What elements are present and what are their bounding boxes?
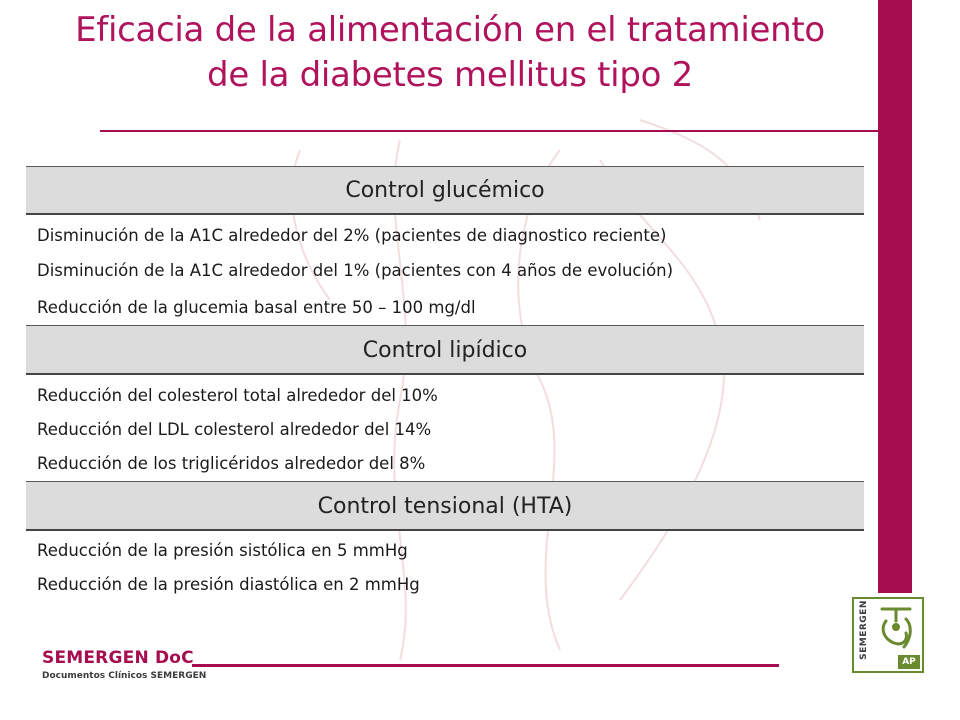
semergen-logo (852, 597, 924, 673)
right-accent-bar (878, 0, 912, 593)
list-item: Reducción del colesterol total alrededor del 10% (37, 386, 438, 405)
list-item: Reducción de la glucemia basal entre 50 – 100 mg/dl (37, 298, 476, 317)
list-item: Disminución de la A1C alrededor del 1% (pacientes con 4 años de evolución) (37, 261, 674, 280)
section-header-control-glucemico: Control glucémico (26, 166, 864, 215)
semergen-emblem-icon (872, 603, 920, 655)
title-divider (100, 130, 910, 132)
page-title (20, 8, 880, 98)
footer-subtitle: Documentos Clínicos SEMERGEN (42, 671, 207, 681)
list-item: Reducción del LDL colesterol alrededor del 14% (37, 420, 432, 439)
logo-badge: AP (898, 655, 920, 669)
list-item: Reducción de la presión diastólica en 2 mmHg (37, 575, 420, 594)
footer-divider (192, 664, 779, 667)
list-item: Reducción de los triglicéridos alrededor del 8% (37, 454, 426, 473)
footer-brand-logo: SEMERGEN DoC (42, 648, 194, 668)
title-line-1: Eficacia de la alimentación en el tratamiento (75, 10, 825, 50)
list-item: Disminución de la A1C alrededor del 2% (pacientes de diagnostico reciente) (37, 226, 667, 245)
section-header-control-lipidico: Control lipídico (26, 325, 864, 375)
logo-text: SEMERGEN (859, 600, 869, 660)
section-header-control-tensional: Control tensional (HTA) (26, 481, 864, 531)
list-item: Reducción de la presión sistólica en 5 mmHg (37, 541, 408, 560)
title-line-2: de la diabetes mellitus tipo 2 (207, 55, 693, 95)
